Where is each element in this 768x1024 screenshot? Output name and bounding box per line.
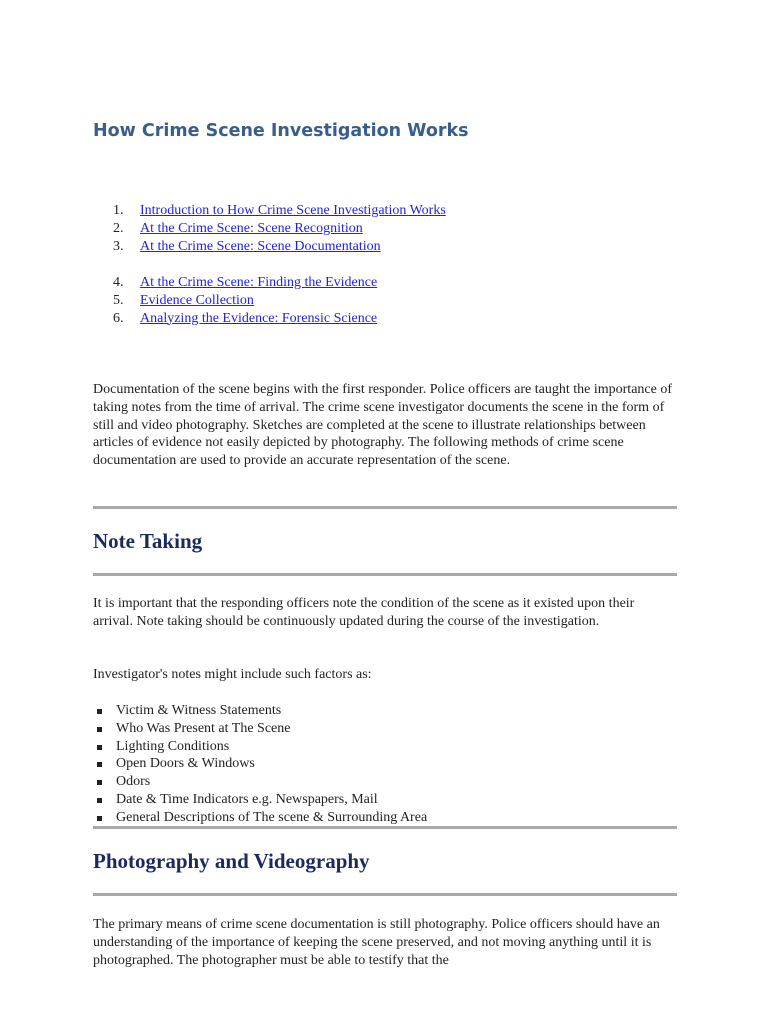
toc-item <box>93 238 446 256</box>
list-item <box>93 755 427 773</box>
toc-link-scene-documentation[interactable]: At the Crime Scene: Scene Documentation <box>140 238 381 254</box>
bullet-icon <box>97 727 102 732</box>
toc-number: 5. <box>113 292 124 308</box>
bullet-icon <box>97 798 102 803</box>
list-item-text: General Descriptions of The scene & Surrounding Area <box>116 809 428 825</box>
toc-item <box>93 220 446 238</box>
bullet-icon <box>97 816 102 821</box>
list-item-text: Victim & Witness Statements <box>116 703 282 718</box>
horizontal-rule <box>93 893 677 896</box>
note-taking-heading: Note Taking <box>93 529 203 553</box>
list-item-text: Lighting Conditions <box>116 738 230 754</box>
list-item <box>93 791 427 809</box>
factors-intro: Investigator's notes might include such factors as: <box>93 667 372 682</box>
photography-paragraph: The primary means of crime scene documentation is still photography. Police officers should have an understanding of the importance of keeping the scene preserved, and not moving anything until it is photographed. The photographer must be able to testify that the <box>93 917 660 968</box>
bullet-icon <box>97 780 102 785</box>
toc-number: 3. <box>113 238 124 254</box>
toc-link-scene-recognition[interactable]: At the Crime Scene: Scene Recognition <box>140 220 363 236</box>
bullet-icon <box>97 745 102 750</box>
toc-link-evidence-collection[interactable]: Evidence Collection <box>140 292 254 308</box>
toc-number: 4. <box>113 275 124 290</box>
list-item-text: Open Doors & Windows <box>116 756 255 772</box>
list-item-text: Odors <box>116 774 151 790</box>
list-item-text: Who Was Present at The Scene <box>116 720 291 736</box>
list-item <box>93 702 427 720</box>
horizontal-rule <box>93 573 677 576</box>
toc-link-introduction[interactable]: Introduction to How Crime Scene Investigation Works <box>140 203 446 218</box>
horizontal-rule <box>93 506 677 509</box>
note-taking-paragraph: It is important that the responding officers note the condition of the scene as it existed upon their arrival. Note taking should be continuously updated during the course of the investigation. <box>93 596 635 629</box>
toc-number: 2. <box>113 220 124 236</box>
toc-item <box>93 274 377 292</box>
list-item <box>93 738 427 756</box>
toc-item <box>93 202 446 220</box>
toc-number: 1. <box>113 203 124 218</box>
document-title: How Crime Scene Investigation Works <box>93 121 469 141</box>
list-item-text: Date & Time Indicators e.g. Newspapers, Mail <box>116 791 378 807</box>
table-of-contents-part-2 <box>93 274 377 327</box>
toc-link-finding-evidence[interactable]: At the Crime Scene: Finding the Evidence <box>140 275 378 290</box>
toc-item <box>93 292 377 310</box>
toc-link-forensic-science[interactable]: Analyzing the Evidence: Forensic Science <box>140 310 378 326</box>
list-item <box>93 720 427 738</box>
bullet-icon <box>97 762 102 767</box>
toc-item <box>93 310 377 328</box>
factors-list <box>93 702 427 827</box>
list-item <box>93 809 427 827</box>
photography-heading: Photography and Videography <box>93 849 370 873</box>
horizontal-rule <box>93 826 677 829</box>
toc-number: 6. <box>113 310 124 326</box>
list-item <box>93 773 427 791</box>
table-of-contents-part-1 <box>93 202 446 255</box>
bullet-icon <box>97 709 102 714</box>
intro-paragraph: Documentation of the scene begins with the first responder. Police officers are taught the importance of taking notes from the time of arrival. The crime scene investigator documents the scene in the form of still and video photography. Sketches are completed at the scene to illustrate relationships between articles of evidence not easily depicted by photography. The following methods of crime scene documentation are used to provide an accurate representation of the scene. <box>93 382 673 469</box>
